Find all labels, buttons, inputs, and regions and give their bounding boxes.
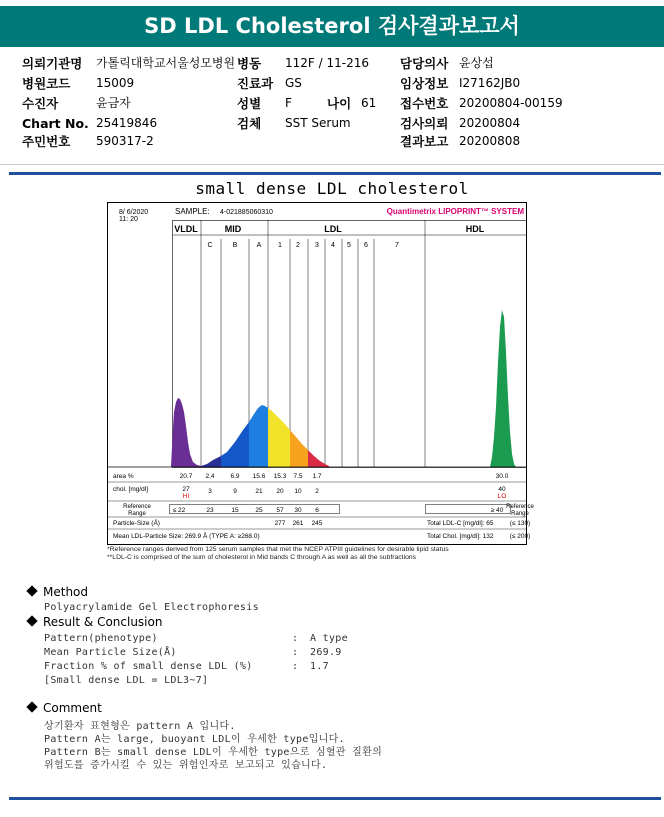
area-hdl: 30.0 (495, 473, 509, 480)
result-colon-1: : (292, 633, 299, 644)
chol-ldl2: 10 (294, 488, 302, 495)
result-colon-2: : (292, 647, 299, 658)
band-hdl: HDL (465, 224, 485, 234)
size-ldl1: 277 (274, 520, 286, 527)
comment-line-4: 위험도를 증가시킬 수 있는 위험인자로 보고되고 있습니다. (44, 760, 328, 771)
result-value-pattern: A type (310, 633, 348, 644)
ldl-2-label: 2 (296, 242, 300, 249)
label-request-date: 검사의뢰 (400, 116, 449, 131)
area-ldl2: 7.5 (293, 473, 303, 480)
band-ldl: LDL (324, 224, 342, 234)
value-institution: 가톨릭대학교서울성모병원 (96, 56, 236, 70)
ref-hdl: ≥ 40 (490, 507, 504, 514)
ldl-1-label: 1 (278, 242, 282, 249)
size-ldl2: 261 (292, 520, 304, 527)
result-label-pattern: Pattern(phenotype) (44, 633, 158, 644)
brand-label: Quantimetrix LIPOPRINT™ SYSTEM (386, 207, 524, 216)
chol-vldl: 27 (182, 486, 190, 493)
chol-mid-b: 9 (233, 488, 237, 495)
sample-label: SAMPLE: (175, 207, 210, 216)
value-specimen: SST Serum (285, 116, 351, 130)
ref-right-label-2: Range (511, 511, 529, 517)
chol-vldl-flag: HI (182, 493, 190, 500)
value-chart-no: 25419846 (96, 116, 158, 130)
title-gap (0, 47, 664, 50)
label-specimen: 검체 (237, 116, 262, 131)
comment-line-2: Pattern A는 large, buoyant LDL이 우세한 type입니다. (44, 734, 345, 745)
result-value-size: 269.9 (310, 647, 342, 658)
value-ward: 112F / 11-216 (285, 56, 369, 70)
chol-hdl: 40 (498, 486, 506, 493)
area-ldl3: 1.7 (312, 473, 322, 480)
area-vldl: 20.7 (179, 473, 193, 480)
mid-b-label: B (232, 242, 238, 249)
label-department: 진료과 (237, 76, 274, 91)
method-heading-text: Method (43, 585, 89, 599)
total-chol: Total Chol. [mg/dl]: 132 (427, 533, 494, 540)
result-value-fraction: 1.7 (310, 661, 329, 672)
diamond-bullet-icon (26, 615, 37, 626)
area-label: area % (113, 473, 134, 480)
band-mid: MID (224, 224, 242, 234)
ref-mid-b: 15 (231, 507, 239, 514)
area-ldl1: 15.3 (273, 473, 287, 480)
label-resident-no: 주민번호 (22, 134, 71, 149)
ref-ldl3: 6 (315, 507, 319, 514)
footnote-reference: *Reference ranges derived from 125 serum samples that met the NCEP ATPIII guidelines for desirable lipid status (107, 546, 449, 553)
ref-mid-a: 25 (255, 507, 263, 514)
chart-title: small dense LDL cholesterol (195, 179, 469, 198)
area-mid-b: 6.9 (230, 473, 240, 480)
method-text: Polyacrylamide Gel Electrophoresis (44, 602, 259, 613)
ref-label-1: Reference (123, 504, 151, 510)
label-doctor: 담당의사 (400, 56, 449, 71)
comment-line-1: 상기환자 표현형은 pattern A 입니다. (44, 721, 236, 732)
result-colon-3: : (292, 661, 299, 672)
chol-label: chol. [mg/dl] (113, 486, 149, 493)
size-values (275, 520, 323, 527)
chol-mid-a: 21 (255, 488, 263, 495)
value-patient: 윤금자 (96, 96, 131, 110)
label-institution: 의뢰기관명 (22, 56, 83, 71)
value-resident-no: 590317-2 (96, 134, 154, 148)
value-age: 61 (361, 96, 377, 110)
total-chol-ref: (≤ 200) (509, 533, 531, 540)
comment-line-3: Pattern B는 small dense LDL이 우세한 type으로 심혈관 질환의 (44, 747, 383, 758)
comment-heading-text: Comment (43, 701, 102, 715)
sample-id: 4-021885060310 (220, 209, 273, 216)
ldl-4-label: 4 (331, 242, 335, 249)
chol-mid-c: 3 (208, 488, 212, 495)
label-report-date: 결과보고 (400, 134, 449, 149)
footnote-ldl: **LDL-C is comprised of the sum of cholesterol in Mid bands C through A as well as all the subfractions (107, 554, 417, 561)
label-age: 나이 (327, 96, 352, 111)
report-title: SD LDL Cholesterol 검사결과보고서 (0, 6, 664, 47)
ref-vldl: ≤ 22 (172, 507, 186, 514)
value-hospital-code: 15009 (96, 76, 135, 90)
electrophoresis-figure (107, 202, 534, 545)
size-ldl3: 245 (311, 520, 323, 527)
ref-ldl2: 30 (294, 507, 302, 514)
chol-ldl1: 20 (276, 488, 284, 495)
report-bottom-rule (9, 797, 661, 800)
size-label: Particle-Size (Å) (113, 520, 160, 527)
result-label-fraction: Fraction % of small dense LDL (%) (44, 661, 253, 672)
header-divider (0, 164, 664, 165)
lipoprint-chart (107, 202, 534, 545)
result-note: [Small dense LDL = LDL3~7] (44, 675, 209, 686)
method-heading (28, 585, 88, 599)
value-doctor: 윤상섭 (459, 56, 494, 70)
result-heading (28, 615, 162, 629)
ref-mid-c: 23 (206, 507, 214, 514)
run-time: 11: 20 (119, 216, 138, 223)
ldl-7-label: 7 (395, 242, 399, 249)
total-ldl-ref: (≤ 130) (509, 520, 531, 527)
chol-hdl-flag: LO (497, 493, 507, 500)
chol-ldl3: 2 (315, 488, 319, 495)
mean-size: Mean LDL-Particle Size: 269.9 Å (TYPE A: ≥268.0) (113, 533, 260, 540)
ref-right-label-1: Reference (506, 504, 534, 510)
mid-c-label: C (207, 242, 213, 249)
area-mid-a: 15.6 (252, 473, 266, 480)
ldl-6-label: 6 (364, 242, 368, 249)
ref-label-2: Range (128, 511, 146, 517)
ldl-5-label: 5 (347, 242, 351, 249)
label-receipt-no: 접수번호 (400, 96, 449, 111)
band-vldl: VLDL (174, 224, 198, 234)
comment-heading (28, 701, 102, 715)
label-chart-no: Chart No. (22, 116, 89, 131)
value-department: GS (285, 76, 302, 90)
label-ward: 병동 (237, 56, 262, 71)
value-request-date: 20200804 (459, 116, 521, 130)
value-sex: F (285, 96, 292, 110)
label-hospital-code: 병원코드 (22, 76, 71, 91)
total-ldl: Total LDL-C [mg/dl]: 65 (427, 520, 494, 527)
ldl-3-label: 3 (315, 242, 319, 249)
label-sex: 성별 (237, 96, 262, 111)
diamond-bullet-icon (26, 701, 37, 712)
diamond-bullet-icon (26, 585, 37, 596)
area-mid-c: 2.4 (205, 473, 215, 480)
ref-ldl1: 57 (276, 507, 284, 514)
label-clinical-info: 임상정보 (400, 76, 449, 91)
report-top-rule (9, 172, 661, 175)
run-date: 8/ 6/2020 (119, 209, 149, 216)
value-report-date: 20200808 (459, 134, 521, 148)
value-receipt-no: 20200804-00159 (459, 96, 563, 110)
mid-a-label: A (256, 242, 262, 249)
value-clinical-info: I27162JB0 (459, 76, 521, 90)
result-label-size: Mean Particle Size(Å) (44, 647, 177, 658)
result-heading-text: Result & Conclusion (43, 615, 163, 629)
label-patient: 수진자 (22, 96, 59, 111)
